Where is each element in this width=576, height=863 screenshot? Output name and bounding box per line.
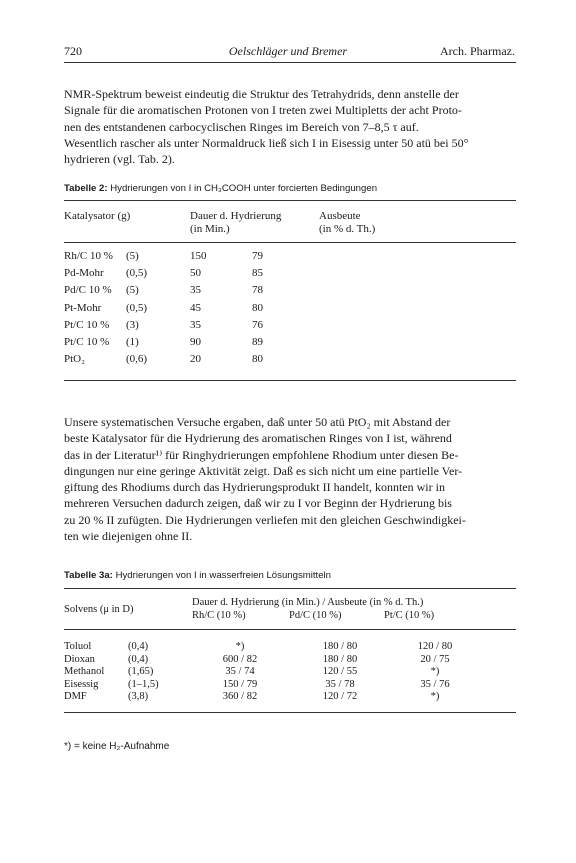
paragraph-line: mehreren Versuchen dadurch zeigen, daß wir zu I vor Beginn der Hydrierung bis — [64, 496, 452, 511]
header-line: (in Min.) — [190, 223, 230, 235]
table-cell: Pt-Mohr — [64, 301, 102, 314]
table-2-caption — [64, 183, 377, 194]
table-cell: (0,4) — [128, 653, 149, 665]
table-cell: 35 / 78 — [325, 678, 355, 690]
table-cell: *) — [235, 641, 245, 652]
table-row — [64, 302, 342, 319]
page-number: 720 — [64, 44, 82, 58]
table-cell: 180 / 80 — [322, 653, 358, 665]
table-cell: 89 — [252, 335, 263, 348]
table-cell: 35 / 74 — [225, 666, 255, 677]
table-cell: 78 — [252, 284, 263, 297]
table-cell: 85 — [252, 267, 263, 280]
table-cell: (3,8) — [128, 691, 149, 702]
table-2-header-rule — [64, 242, 516, 243]
table-cell: DMF — [64, 691, 87, 702]
table-2-bottom-rule — [64, 380, 516, 381]
table-3a-bottom-rule — [64, 712, 516, 713]
table-cell: 80 — [252, 353, 263, 366]
footnote: *) = keine H₂-Aufnahme — [64, 741, 170, 752]
table-cell: Pt/C 10 % — [64, 335, 110, 348]
table-2-top-rule — [64, 200, 516, 201]
table-cell: 20 / 75 — [420, 653, 450, 665]
table-3a-header-rh: Rh/C (10 %) — [192, 610, 246, 621]
running-authors: Oelschläger und Bremer — [228, 44, 348, 58]
table-cell: (0,6) — [126, 353, 148, 366]
table-cell: (5) — [126, 250, 139, 262]
table-cell: *) — [430, 666, 440, 677]
table-cell: 150 / 79 — [222, 678, 258, 690]
table-cell: (1) — [126, 335, 139, 348]
table-row — [64, 691, 480, 704]
table-3a-caption — [64, 570, 331, 581]
table-cell: 360 / 82 — [222, 691, 258, 702]
table-3a-label: Tabelle 3a: — [64, 570, 113, 581]
table-cell: (3) — [126, 318, 139, 331]
table-cell: 80 — [252, 301, 263, 314]
paragraph-1 — [64, 86, 516, 167]
table-3a-header-pd: Pd/C (10 %) — [289, 610, 342, 621]
table-3a-header-rule — [64, 629, 516, 630]
table-cell: 79 — [252, 250, 263, 262]
paragraph-line: Wesentlich rascher als unter Normaldruck ließ sich I in Eisessig unter 50 atü bei 50° — [64, 135, 469, 150]
table-cell: Pd-Mohr — [64, 267, 104, 280]
header-rule — [64, 62, 516, 63]
table-row — [64, 284, 342, 301]
table-2-caption-text: Hydrierungen von I in CH₃COOH unter forcierten Bedingungen — [110, 183, 378, 194]
paragraph-line: giftung des Rhodiums durch das Hydrierungsprodukt II handelt, konnten wir in — [64, 480, 445, 495]
table-cell: 35 — [190, 318, 201, 331]
table-cell: 120 / 72 — [322, 691, 358, 702]
table-3a-header-span: Dauer d. Hydrierung (in Min.) / Ausbeute (in % d. Th.) — [192, 597, 424, 608]
table-cell: 120 / 55 — [322, 666, 358, 677]
table-cell: 180 / 80 — [322, 641, 358, 652]
paragraph-line: hydrieren (vgl. Tab. 2). — [64, 152, 175, 167]
table-row — [64, 654, 480, 667]
table-row — [64, 336, 342, 353]
table-cell: 45 — [190, 301, 201, 314]
table-3a-header-solvent: Solvens (μ in D) — [64, 604, 134, 615]
table-cell: 150 — [190, 250, 207, 262]
table-cell: 20 — [190, 353, 201, 366]
table-cell: Eisessig — [64, 678, 99, 690]
table-cell: Rh/C 10 % — [64, 250, 113, 262]
table-row — [64, 641, 480, 654]
table-2-header-duration — [190, 210, 281, 236]
table-cell: Toluol — [64, 641, 92, 652]
table-cell: Dioxan — [64, 653, 95, 665]
table-cell: Pd/C 10 % — [64, 284, 112, 297]
table-row — [64, 250, 342, 267]
table-row — [64, 666, 480, 679]
table-cell: (0,5) — [126, 267, 148, 280]
table-cell: *) — [430, 691, 440, 702]
paragraph-line: dingungen nur eine geringe Aktivität zeigt. Daß es sich nicht um eine partielle Ver- — [64, 463, 463, 478]
journal-name: Arch. Pharmaz. — [440, 44, 515, 58]
table-cell: (0,4) — [128, 641, 149, 652]
table-2 — [64, 250, 342, 370]
table-row — [64, 267, 342, 284]
table-2-label: Tabelle 2: — [64, 183, 108, 194]
paragraph-line: das in der Literatur¹⁾ für Ringhydrierungen empfohlene Rhodium unter diesen Be- — [64, 447, 459, 462]
table-cell: (0,5) — [126, 301, 148, 314]
paragraph-2 — [64, 414, 516, 544]
header-line: (in % d. Th.) — [319, 223, 376, 235]
table-cell: (1–1,5) — [128, 678, 159, 690]
table-3a-header-pt: Pt/C (10 %) — [384, 610, 435, 621]
paragraph-line: beste Katalysator für die Hydrierung des aromatischen Ringes von I ist, während — [64, 431, 452, 446]
paragraph-line: NMR-Spektrum beweist eindeutig die Struktur des Tetrahydrids, denn anstelle der — [64, 87, 459, 101]
table-cell: Pt/C 10 % — [64, 318, 110, 331]
table-2-header-yield — [319, 210, 375, 236]
table-cell: 35 / 76 — [420, 678, 450, 690]
table-cell: (5) — [126, 284, 139, 297]
paragraph-line: zu 20 % II zufügten. Die Hydrierungen verliefen mit den gleichen Geschwindigkei- — [64, 512, 466, 527]
table-cell: Methanol — [64, 666, 105, 677]
table-row — [64, 319, 342, 336]
table-cell: 35 — [190, 284, 201, 297]
table-row — [64, 353, 342, 370]
table-3a-top-rule — [64, 588, 516, 589]
header-line: Ausbeute — [319, 210, 361, 222]
table-cell: 76 — [252, 318, 263, 331]
table-3a — [64, 641, 480, 704]
table-cell: (1,65) — [128, 666, 154, 677]
table-cell: 600 / 82 — [222, 653, 258, 665]
table-cell: 90 — [190, 335, 201, 348]
table-cell: 50 — [190, 267, 201, 280]
paragraph-line: ten wie diejenigen ohne II. — [64, 529, 193, 544]
table-2-header-catalyst: Katalysator (g) — [64, 210, 131, 222]
table-row — [64, 679, 480, 692]
paragraph-line: nen des entstandenen carbocyclischen Ringes im Bereich von 7–8,5 τ auf. — [64, 119, 419, 134]
paragraph-line: Unsere systematischen Versuche ergaben, daß unter 50 atü PtO₂ mit Abstand der — [64, 415, 451, 429]
header-line: Dauer d. Hydrierung — [190, 210, 282, 222]
table-cell: 120 / 80 — [417, 641, 453, 652]
table-cell: PtO₂ — [64, 353, 85, 366]
table-3a-caption-text: Hydrierungen von I in wasserfreien Lösungsmitteln — [115, 570, 332, 581]
paragraph-line: Signale für die aromatischen Protonen von I treten zwei Multipletts der acht Proto- — [64, 103, 462, 118]
